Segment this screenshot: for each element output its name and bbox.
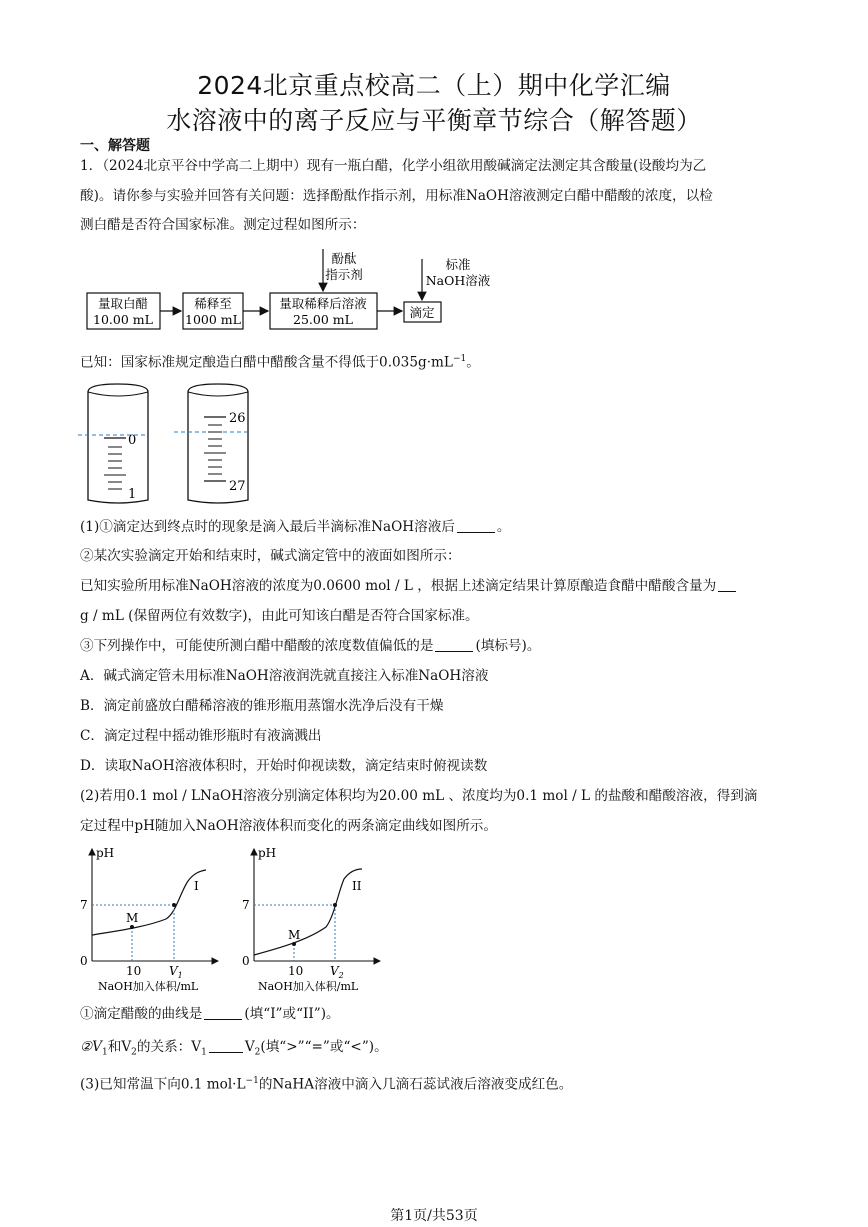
graph2-x10: 10	[288, 964, 304, 978]
graph1-x10: 10	[126, 964, 142, 978]
page-title-line2: 水溶液中的离子反应与平衡章节综合（解答题）	[166, 106, 702, 135]
graph1-point-m	[130, 925, 134, 929]
q1-part2-q2: $②V_1$和$V_2$的关系：$V_1$ $V_2$(填“>”“=”或“<”)。	[80, 1039, 388, 1058]
burette-readings-figure	[78, 380, 258, 510]
answer-blank[interactable]	[457, 520, 495, 533]
flow-box1-line2: 10.00 mL	[93, 312, 153, 327]
q1-part1-a: (1)①滴定达到终点时的现象是滴入最后半滴标准NaOH溶液后 。	[80, 519, 511, 535]
flow-indicator-line2: 指示剂	[325, 267, 363, 282]
q1-part1-b: ②某次实验滴定开始和结束时，碱式滴定管中的液面如图所示：	[80, 548, 461, 564]
graph1-curve-label: I	[194, 879, 199, 893]
graph1-point-label: M	[126, 911, 139, 925]
option-a: A．碱式滴定管未用标准NaOH溶液润洗就直接注入标准NaOH溶液	[80, 668, 489, 684]
graph1-xV: $V_1$	[169, 964, 183, 980]
flow-box4-label: 滴定	[409, 305, 435, 320]
graph1-xlabel: NaOH加入体积/mL	[98, 980, 199, 993]
q1-intro-line2: 酸)。请你参与实验并回答有关问题：选择酚酞作指示剂，用标准NaOH溶液测定白醋中醋酸的浓度，以检	[80, 188, 713, 204]
graph-curve-I	[80, 846, 218, 993]
flow-box3-line2: 25.00 mL	[293, 312, 353, 327]
graph2-ylabel: pH	[258, 846, 277, 860]
flow-standard-line1: 标准	[445, 257, 471, 272]
flow-indicator-line1: 酚酞	[331, 251, 357, 266]
burette-end	[174, 384, 248, 503]
q1-intro-line3: 测白醋是否符合国家标准。测定过程如图所示：	[80, 217, 366, 233]
graph2-point-eq	[333, 903, 337, 907]
q1-part1-d: g / mL (保留两位有效数字)，由此可知该白醋是否符合国家标准。	[80, 608, 479, 624]
flow-standard-line2: NaOH溶液	[425, 273, 491, 288]
flow-box2-line1: 稀释至	[194, 296, 232, 311]
answer-blank[interactable]	[204, 1007, 242, 1020]
graph2-y0: 0	[242, 954, 250, 968]
graph1-y7: 7	[80, 898, 88, 912]
answer-blank[interactable]	[209, 1040, 243, 1053]
known-standard-text: 已知：国家标准规定酿造白醋中醋酸含量不得低于$0.035g\cdot mL^{-1}$。	[80, 354, 480, 371]
option-b: B．滴定前盛放白醋稀溶液的锥形瓶用蒸馏水洗净后没有干燥	[80, 698, 444, 714]
q1-part2-line2: 定过程中pH随加入NaOH溶液体积而变化的两条滴定曲线如图所示。	[80, 818, 497, 834]
graph2-xlabel: NaOH加入体积/mL	[258, 980, 359, 993]
graph2-y7: 7	[242, 898, 250, 912]
flow-box1-line1: 量取白醋	[97, 296, 149, 311]
graph2-point-m	[292, 942, 296, 946]
graph2-curve-label: II	[352, 879, 362, 893]
flow-box2-line2: 1000 mL	[185, 312, 241, 327]
q1-part1-e: ③下列操作中，可能使所测白醋中醋酸的浓度数值偏低的是 (填标号)。	[80, 638, 541, 654]
answer-blank[interactable]	[718, 579, 736, 592]
q1-part1-c: 已知实验所用标准NaOH溶液的浓度为0.0600 mol / L ，根据上述滴定结果计算原酿造食醋中醋酸含量为	[80, 577, 738, 595]
graph2-point-label: M	[288, 928, 301, 942]
burette-start-label-bottom: 1	[128, 487, 137, 502]
graph-curve-II	[242, 846, 380, 993]
option-d: D．读取NaOH溶液体积时，开始时仰视读数，滴定结束时俯视读数	[80, 758, 488, 774]
burette-start-label-top: 0	[128, 433, 137, 448]
titration-flow-diagram	[80, 245, 520, 337]
graph2-curve	[254, 869, 362, 955]
q1-part3: (3)已知常温下向0.1 $mol\cdot L^{-1}$的NaHA溶液中滴入几滴石蕊试液后溶液变成红色。	[80, 1076, 573, 1093]
section-heading: 一、解答题	[80, 138, 150, 154]
graph1-point-eq	[172, 903, 176, 907]
q1-part2-line1: (2)若用0.1 mol / LNaOH溶液分别滴定体积均为20.00 mL 、浓度均为0.1 mol / L 的盐酸和醋酸溶液，得到滴	[80, 788, 758, 804]
page-title-line1: 2024北京重点校高二（上）期中化学汇编	[197, 71, 671, 100]
q1-part2-q1: ①滴定醋酸的曲线是 (填“I”或“II”)。	[80, 1006, 340, 1022]
flow-box3-line1: 量取稀释后溶液	[279, 296, 367, 311]
titration-curves-figure	[76, 843, 396, 993]
graph1-ylabel: pH	[96, 846, 115, 860]
answer-blank[interactable]	[435, 639, 473, 652]
graph2-xV: $V_2$	[330, 964, 344, 980]
option-c: C．滴定过程中摇动锥形瓶时有液滴溅出	[80, 728, 322, 744]
burette-end-label-top: 26	[229, 411, 246, 426]
q1-intro-line1: 1．（2024北京平谷中学高二上期中）现有一瓶白醋，化学小组欲用酸碱滴定法测定其含酸量(设酸均为乙	[80, 158, 707, 174]
page-footer: 第1页/共53页	[390, 1208, 478, 1224]
burette-end-label-bottom: 27	[229, 479, 246, 494]
graph1-y0: 0	[80, 954, 88, 968]
graph1-curve	[92, 870, 206, 935]
burette-start	[78, 384, 148, 503]
